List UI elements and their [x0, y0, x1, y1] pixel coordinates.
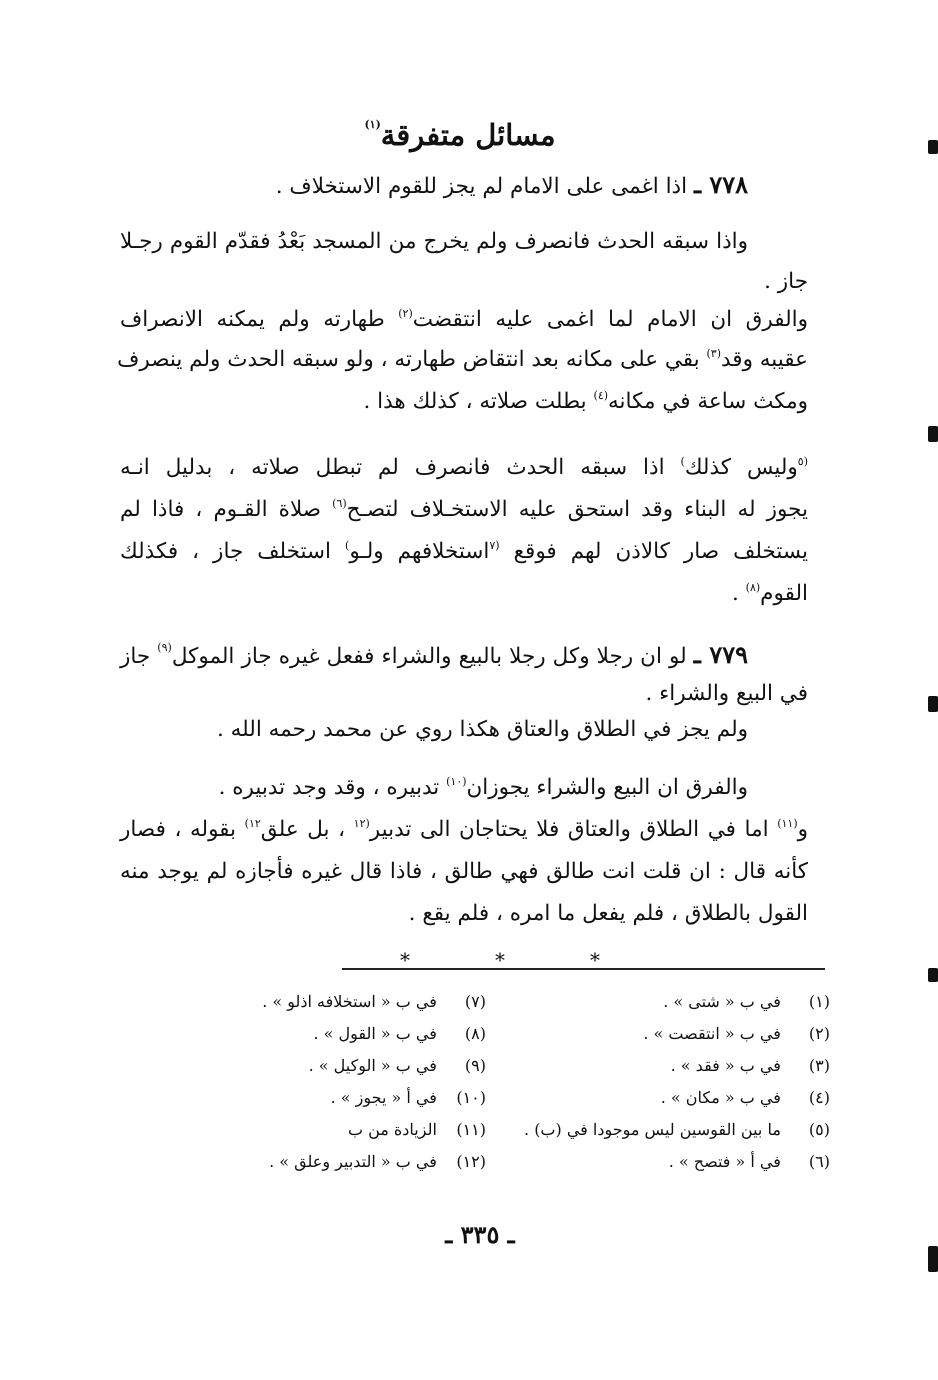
q778-text-3: جاز .	[764, 269, 808, 294]
footnote-12-num: (١٢)	[456, 1152, 486, 1171]
q779-text-7: القول بالطلاق ، فلم يفعل ما امره ، فلم يقع .	[408, 901, 808, 926]
q779-line-6	[120, 860, 808, 884]
q779-line-3	[217, 718, 748, 742]
q778-text-10b: .	[731, 581, 739, 606]
title-footnote-ref: (١)	[364, 118, 381, 131]
footnote-ref-7-close: )	[345, 539, 350, 552]
footnote-5	[524, 1120, 830, 1139]
q779-line-2	[645, 682, 808, 706]
q778-text-4b: طهارته ولم يمكنه الانصراف	[120, 307, 385, 332]
q779-text-5b: اما في الطلاق والعتاق فلا يحتاجان الى تدبير	[369, 817, 769, 842]
footnote-divider	[342, 968, 825, 970]
footnote-2	[643, 1024, 830, 1043]
q778-line-8	[120, 498, 808, 522]
question-number-778: ٧٧٨ ـ	[693, 170, 748, 199]
footnote-1	[663, 992, 830, 1011]
q779-text-5d: بقوله ، فصار	[120, 817, 237, 842]
footnote-2-num: (٢)	[808, 1024, 830, 1043]
footnote-ref-3: (٣)	[706, 347, 721, 360]
scan-edge-mark	[928, 426, 938, 442]
q778-text-4a: والفرق ان الامام لما اغمى عليه انتقضت	[412, 307, 808, 332]
q779-text-4a: والفرق ان البيع والشراء يجوزان	[466, 775, 748, 800]
question-number-779: ٧٧٩ ـ	[693, 640, 748, 669]
q778-text-6a: ومكث ساعة في مكانه	[608, 389, 808, 414]
q779-text-2: في البيع والشراء .	[645, 681, 808, 706]
footnote-6-num: (٦)	[808, 1152, 830, 1171]
q778-text-2: واذا سبقه الحدث فانصرف ولم يخرج من المسجد بَعْدُ فقدّم القوم رجـلا	[120, 229, 748, 254]
q778-text-8b: صلاة القـوم ، فاذا لم	[120, 497, 322, 522]
footnote-7-text: في ب « استخلافه اذلو » .	[262, 992, 437, 1011]
footnote-11	[348, 1120, 486, 1139]
q779-text-5a: و	[797, 817, 808, 842]
footnote-6	[669, 1152, 830, 1171]
footnote-ref-6: (٦)	[332, 497, 347, 510]
footnote-8-num: (٨)	[464, 1024, 486, 1043]
footnote-9-num: (٩)	[464, 1056, 486, 1075]
section-title	[200, 118, 720, 152]
star-3: *	[590, 948, 600, 972]
q778-line-9	[120, 540, 808, 564]
q778-text-5b: بقي على مكانه بعد انتقاض طهارته ، ولو سبقه الحدث ولم ينصرف	[117, 347, 700, 372]
footnote-ref-7-open: (٧	[489, 539, 500, 552]
footnote-ref-8: (٨)	[745, 581, 761, 594]
footnote-7-num: (٧)	[464, 992, 486, 1011]
footnote-9-text: في ب « الوكيل » .	[308, 1056, 437, 1075]
footnote-3-num: (٣)	[808, 1056, 830, 1075]
q779-line-4	[219, 776, 748, 800]
q778-line-6	[363, 390, 808, 414]
footnote-4-text: في ب « مكان » .	[660, 1088, 781, 1107]
footnote-10	[331, 1088, 486, 1107]
footnote-ref-5-close: )	[680, 455, 685, 468]
footnote-4-num: (٤)	[808, 1088, 830, 1107]
footnote-3-text: في ب « فقد » .	[670, 1056, 781, 1075]
q778-text-6b: بطلت صلاته ، كذلك هذا .	[363, 389, 587, 414]
q779-line-1	[120, 642, 748, 669]
q778-line-1	[276, 172, 748, 199]
footnote-ref-11: (١١)	[777, 817, 798, 830]
q778-text-5a: عقيبه وقد	[721, 347, 808, 372]
q779-text-5c: ، بل علق	[260, 817, 346, 842]
q779-line-7	[409, 902, 808, 926]
star-2: *	[495, 948, 505, 972]
footnote-5-num: (٥)	[808, 1120, 830, 1139]
star-1: *	[400, 948, 410, 972]
q778-text-9b: استخلافهم ولـو	[349, 539, 490, 564]
q778-line-10	[732, 582, 808, 606]
footnote-12-text: في ب « التدبير وعلق » .	[269, 1152, 437, 1171]
q779-text-1a: لو ان رجلا وكل رجلا بالبيع والشراء ففعل غيره جاز الموكل	[171, 644, 687, 669]
q778-line-7	[120, 456, 808, 480]
footnote-ref-9: (٩)	[157, 641, 172, 654]
footnote-9	[309, 1056, 486, 1075]
footnote-ref-12-open: (١٢	[353, 817, 370, 830]
footnote-ref-5-open: (٥	[797, 455, 808, 468]
q778-line-4	[120, 308, 808, 332]
footnote-2-text: في ب « انتقصت » .	[643, 1024, 781, 1043]
footnote-5-text: ما بين القوسين ليس موجودا في (ب) .	[524, 1120, 781, 1139]
footnote-1-num: (١)	[808, 992, 830, 1011]
q778-text-9c: استخلف جاز ، فكذلك	[120, 539, 332, 564]
footnote-8-text: في ب « القول » .	[313, 1024, 437, 1043]
q778-line-5	[117, 347, 808, 372]
q778-text-7b: وليس كذلك	[684, 455, 798, 480]
footnote-12	[269, 1152, 486, 1171]
footnote-6-text: في أ « فتصح » .	[668, 1152, 781, 1171]
scan-edge-mark	[928, 1246, 938, 1272]
footnote-4	[661, 1088, 830, 1107]
q779-text-6: كأنه قال : ان قلت انت طالق فهي طالق ، فاذا قال غيره فأجازه لم يوجد منه	[120, 859, 808, 884]
footnote-11-text: الزيادة من ب	[347, 1120, 437, 1139]
q778-text-9a: يستخلف صار كالاذن لهم فوقع	[513, 539, 808, 564]
footnote-10-text: في أ « يجوز » .	[330, 1088, 437, 1107]
footnote-ref-12-close: ١٢)	[244, 817, 261, 830]
footnote-3	[671, 1056, 830, 1075]
q779-text-4b: تدبيره ، وقد وجد تدبيره .	[218, 775, 440, 800]
q779-line-5	[120, 818, 808, 842]
q779-text-3: ولم يجز في الطلاق والعتاق هكذا روي عن محمد رحمه الله .	[216, 717, 748, 742]
q778-text-8a: يجوز له البناء وقد استحق عليه الاستخـلاف لتصـح	[346, 497, 808, 522]
footnote-11-num: (١١)	[456, 1120, 486, 1139]
page-number: ـ ٣٣٥ ـ	[445, 1220, 515, 1249]
footnote-8	[313, 1024, 486, 1043]
q778-text-7c: اذا سبقه الحدث فانصرف لم تبطل صلاته ، بدليل انـه	[120, 455, 665, 480]
footnote-7	[262, 992, 486, 1011]
scan-edge-mark	[928, 140, 938, 154]
q778-line-2	[120, 230, 748, 254]
footnote-10-num: (١٠)	[456, 1088, 486, 1107]
footnote-ref-4: (٤)	[593, 389, 609, 402]
q778-text-10a: القوم	[760, 581, 808, 606]
q778-text-1: اذا اغمى على الامام لم يجز للقوم الاستخلاف .	[275, 174, 688, 199]
title-text: مسائل متفرقة	[380, 118, 556, 152]
q778-line-3	[764, 270, 808, 294]
footnote-ref-10: (١٠)	[446, 775, 467, 788]
scan-edge-mark	[928, 696, 938, 712]
q779-text-1b: جاز	[120, 644, 151, 669]
footnote-ref-2: (٢)	[398, 307, 413, 320]
footnote-1-text: في ب « شتى » .	[663, 992, 781, 1011]
scan-edge-mark	[928, 968, 938, 982]
